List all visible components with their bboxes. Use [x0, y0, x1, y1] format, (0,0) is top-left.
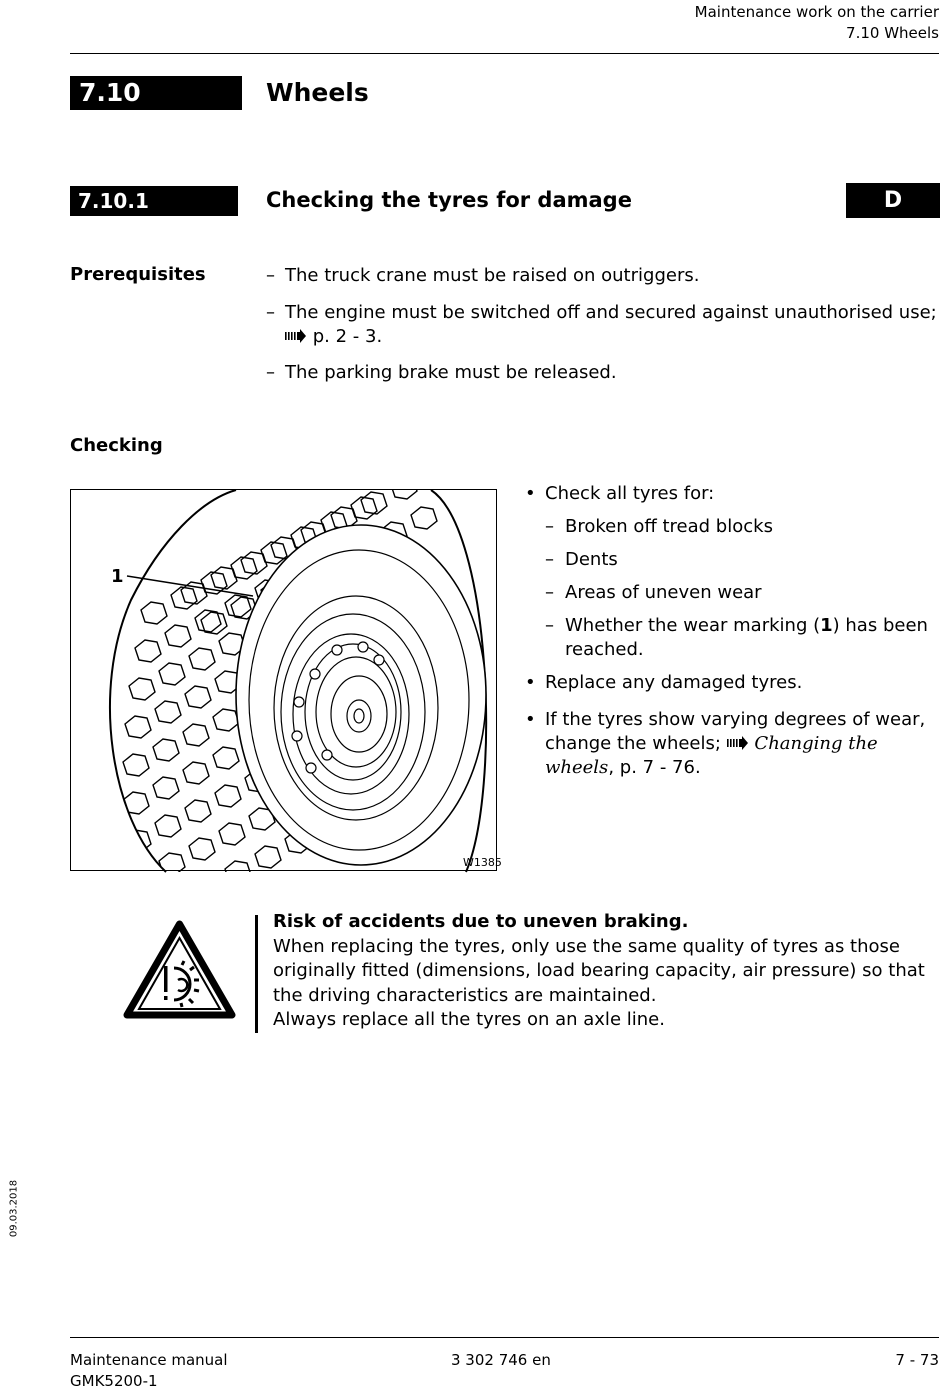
reference-arrow-icon — [285, 329, 307, 343]
warning-bar — [255, 915, 258, 1033]
check-sub-item — [545, 548, 940, 572]
footer-left — [70, 1350, 228, 1392]
figure-code: W1385 — [463, 856, 502, 869]
footer-page: 7 - 73 — [895, 1351, 939, 1369]
check-sub-item — [545, 515, 940, 539]
figure-callout-1: 1 — [111, 566, 124, 587]
check-list-item — [525, 708, 940, 780]
dash-mark: – — [545, 549, 554, 570]
check-sub-text: Broken off tread blocks — [565, 516, 773, 537]
reference-title: Changing the wheels — [545, 733, 878, 778]
cross-reference-link[interactable] — [285, 326, 382, 347]
prerequisite-text: The parking brake must be released. — [285, 362, 617, 383]
dash-mark: – — [266, 362, 275, 383]
warning-title: Risk of accidents due to uneven braking. — [273, 911, 689, 932]
check-list-item — [525, 482, 940, 506]
check-list-item — [525, 671, 940, 695]
dash-mark: – — [545, 615, 554, 636]
section-title: Wheels — [266, 78, 369, 107]
prerequisite-text: The truck crane must be raised on outriggers. — [285, 265, 700, 286]
check-sub-item — [545, 581, 940, 605]
wear-marking-after: ) has been reached. — [565, 615, 928, 660]
check-sub-text: Dents — [565, 549, 618, 570]
warning-line: When replacing the tyres, only use the same quality of tyres as those — [273, 935, 900, 957]
dash-mark: – — [545, 516, 554, 537]
warning-text — [273, 910, 938, 1033]
varying-wear-text: If the tyres show varying degrees of wear, change the wheels; — [545, 709, 926, 754]
bullet-mark: • — [525, 709, 536, 730]
warning-line: Always replace all the tyres on an axle line. — [273, 1009, 665, 1030]
check-sub-item — [545, 614, 940, 662]
skill-level-badge: D — [846, 183, 940, 218]
footer-rule — [70, 1337, 939, 1338]
dash-mark: – — [545, 582, 554, 603]
dash-mark: – — [266, 265, 275, 286]
warning-triangle-brake-icon — [122, 918, 237, 1023]
subsection-title: Checking the tyres for damage — [266, 188, 632, 212]
prerequisite-item — [266, 361, 946, 385]
prerequisites-label: Prerequisites — [70, 264, 206, 285]
prerequisite-text: The engine must be switched off and secured against unauthorised use; — [285, 302, 937, 323]
tyre-illustration — [71, 490, 498, 872]
footer-manual: Maintenance manual — [70, 1351, 228, 1369]
warning-line: originally fitted (dimensions, load bearing capacity, air pressure) so that — [273, 960, 925, 981]
header-chapter: Maintenance work on the carrier — [694, 3, 939, 21]
changing-wheels-link[interactable]: Changing the wheels, p. 7 - 76. — [545, 733, 878, 778]
warning-line: the driving characteristics are maintained. — [273, 984, 657, 1006]
header-rule — [70, 53, 939, 54]
reference-arrow-icon — [727, 736, 749, 750]
check-intro: Check all tyres for: — [545, 483, 715, 504]
dash-mark: – — [266, 302, 275, 323]
tyre-figure — [70, 489, 502, 871]
footer-doc-number: 3 302 746 en — [451, 1351, 551, 1369]
prerequisite-item — [266, 264, 946, 288]
checking-label: Checking — [70, 435, 163, 456]
prerequisite-item — [266, 301, 946, 349]
bullet-mark: • — [525, 672, 536, 693]
header-section: 7.10 Wheels — [846, 24, 939, 42]
wear-marking-number: 1 — [820, 615, 833, 636]
wear-marking-before: Whether the wear marking ( — [565, 615, 821, 636]
running-header — [695, 2, 939, 44]
replace-text: Replace any damaged tyres. — [545, 672, 803, 693]
subsection-number: 7.10.1 — [70, 186, 238, 216]
section-number: 7.10 — [70, 76, 242, 110]
reference-page: p. 2 - 3. — [312, 326, 383, 347]
footer-model: GMK5200-1 — [70, 1372, 158, 1390]
bullet-mark: • — [525, 483, 536, 504]
check-sub-text: Areas of uneven wear — [565, 582, 762, 603]
reference-page: p. 7 - 76. — [619, 757, 701, 778]
side-date: 09.03.2018 — [8, 1179, 20, 1238]
